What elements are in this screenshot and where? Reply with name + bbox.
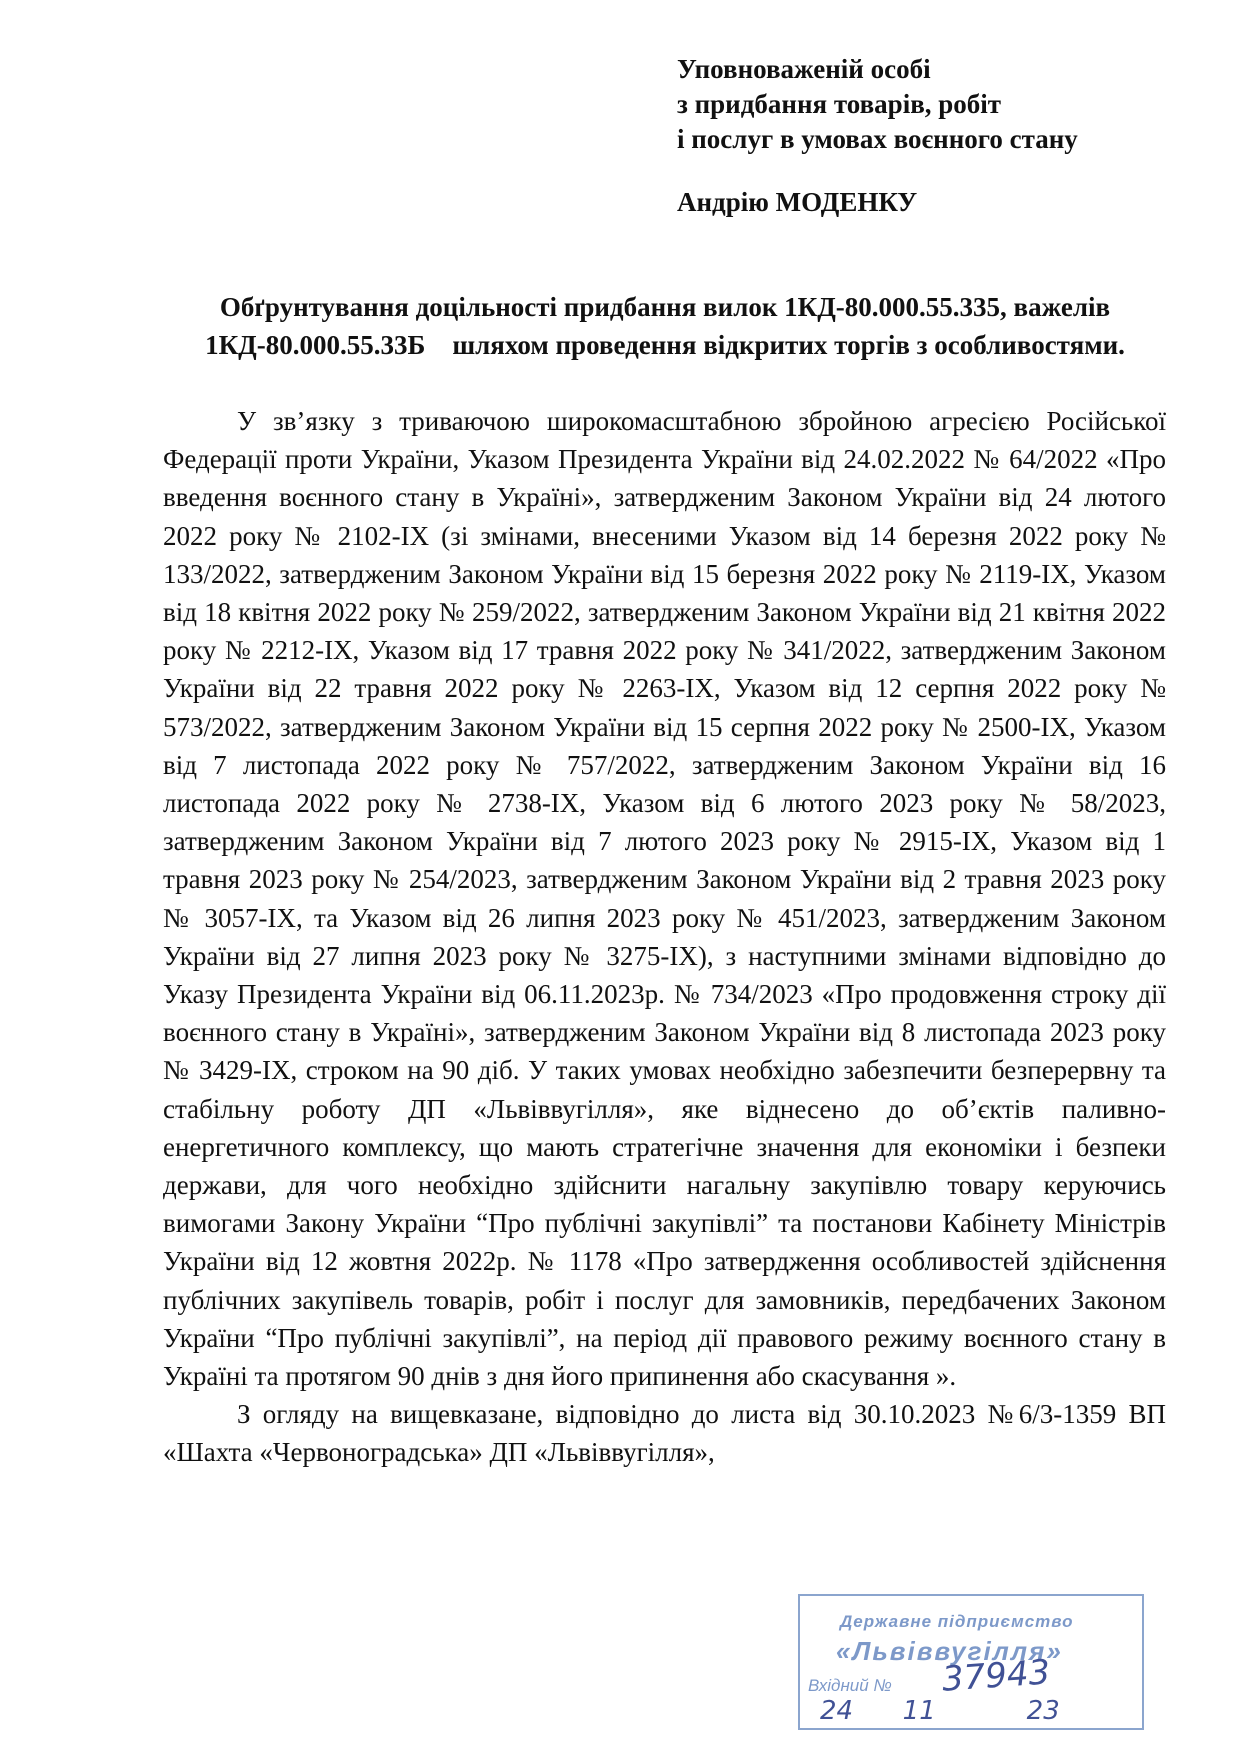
incoming-registration-stamp <box>798 1594 1144 1730</box>
subject-line-2: 1КД-80.000.55.33Б шляхом проведення відкритих торгів з особливостями. <box>205 330 1125 360</box>
stamp-org-line-1: Державне підприємство <box>840 1612 1074 1631</box>
addressee-block <box>677 52 1197 220</box>
body-paragraph-1: У зв’язку з триваючою широкомасштабною збройною агресією Російської Федерації проти України, Указом Президента України від 24.02.2022 № 64/2022 «Про введення воєнного стану в Україні», затвердженим Законом України від 24 лютого 2022 року № 2102-IX (зі змінами, внесеними Указом від 14 березня 2022 року № 133/2022, затвердженим Законом України від 15 березня 2022 року № 2119-IX, Указом від 18 квітня 2022 року № 259/2022, затвердженим Законом України від 21 квітня 2022 року № 2212-IX, Указом від 17 травня 2022 року № 341/2022, затвердженим Законом України від 22 травня 2022 року № 2263-IX, Указом від 12 серпня 2022 року № 573/2022, затвердженим Законом України від 15 серпня 2022 року № 2500-IX, Указом від 7 листопада 2022 року № 757/2022, затвердженим Законом України від 16 листопада 2022 року № 2738-IX, Указом від 6 лютого 2023 року № 58/2023, затвердженим Законом України від 7 лютого 2023 року № 2915-IX, Указом від 1 травня 2023 року № 254/2023, затвердженим Законом України від 2 травня 2023 року № 3057-IX, та Указом від 26 липня 2023 року № 451/2023, затвердженим Законом України від 27 липня 2023 року № 3275-IX), з наступними змінами відповідно до Указу Президента України від 06.11.2023р. № 734/2023 «Про продовження строку дії воєнного стану в Україні», затвердженим Законом України від 8 листопада 2023 року № 3429-IX, строком на 90 діб. У таких умовах необхідно забезпечити безперервну та стабільну роботу ДП «Львіввугілля», яке віднесено до об’єктів паливно-енергетичного комплексу, що мають стратегічне значення для економіки і безпеки держави, для чого необхідно здійснити нагальну закупівлю товару керуючись вимогами Закону України “Про публічні закупівлі” та постанови Кабінету Міністрів України від 12 жовтня 2022р. № 1178 «Про затвердження особливостей здійснення публічних закупівель товарів, робіт і послуг для замовників, передбачених Законом України “Про публічні закупівлі”, на період дії правового режиму воєнного стану в Україні та протягом 90 днів з дня його припинення або скасування ». <box>163 406 1166 1392</box>
addressee-line-2: з придбання товарів, робіт <box>677 89 1002 119</box>
addressee-line-3: і послуг в умовах воєнного стану <box>677 124 1078 154</box>
stamp-handwritten-number: 37943 <box>940 1652 1052 1700</box>
letter-body <box>163 402 1166 1472</box>
subject-line-1: Обґрунтування доцільності придбання вилок 1КД-80.000.55.335, важелів <box>219 292 1111 322</box>
stamp-incoming-label: Вхідний № <box>808 1676 892 1695</box>
stamp-org-line-2: «Львіввугілля» <box>836 1636 1063 1666</box>
addressee-line-1: Уповноваженій особі <box>677 54 931 84</box>
stamp-handwritten-date: 24 11 23 <box>820 1696 1060 1726</box>
addressee-name: Андрію МОДЕНКУ <box>677 187 918 217</box>
body-paragraph-2: З огляду на вищевказане, відповідно до листа від 30.10.2023 №6/3-1359 ВП «Шахта «Червоноградська» ДП «Львіввугілля», <box>163 1399 1166 1468</box>
letter-subject <box>160 288 1170 364</box>
